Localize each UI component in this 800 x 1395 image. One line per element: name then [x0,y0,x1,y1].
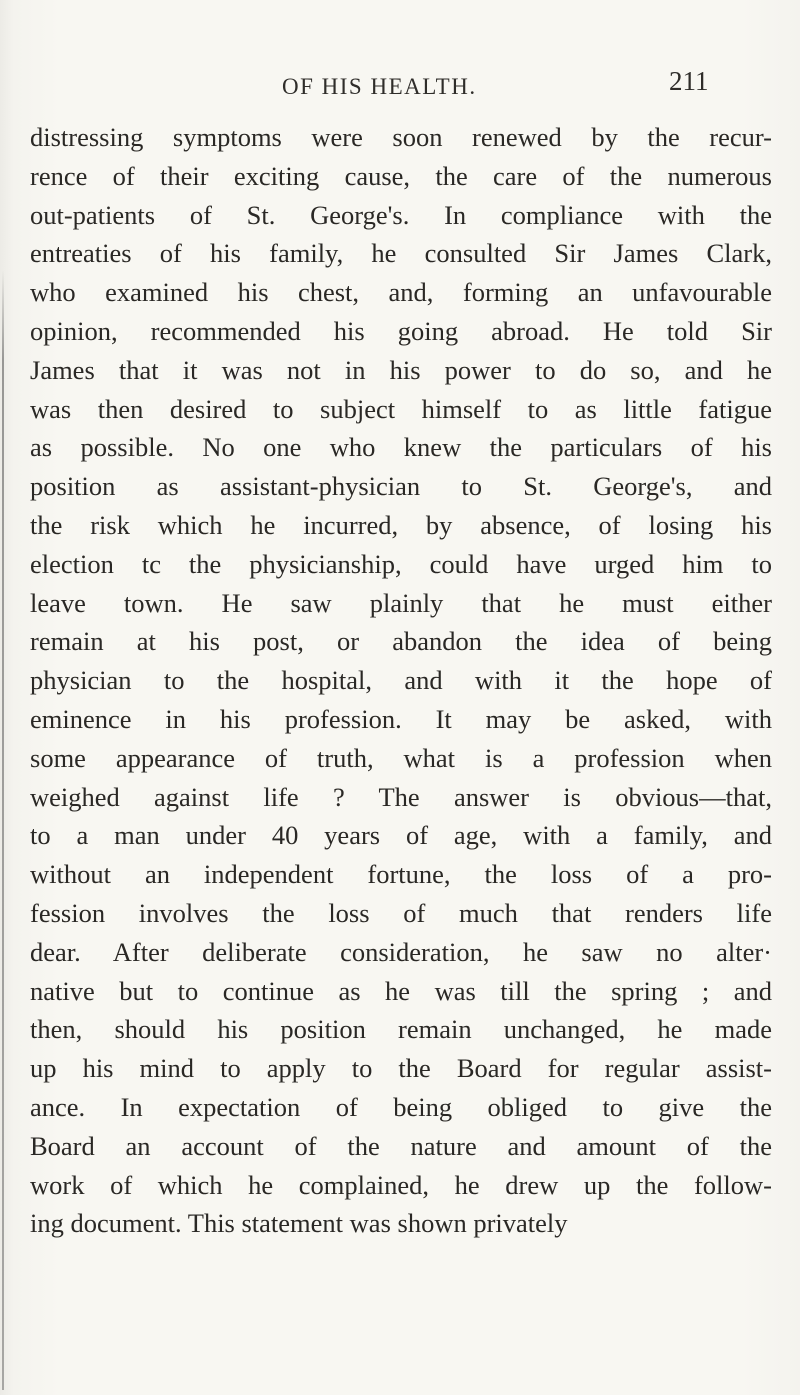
text-line: then, should his position remain unchanged, he made [30,1014,772,1045]
page-number: 211 [669,66,709,96]
text-line: native but to continue as he was till the spring ; and [30,975,772,1006]
text-line: who examined his chest, and, forming an unfavourable [30,277,772,308]
text-line: rence of their exciting cause, the care of the numerous [30,160,772,191]
text-line: out-patients of St. George's. In compliance with the [30,199,772,230]
text-line: to a man under 40 years of age, with a family, and [30,820,772,851]
text-line: was then desired to subject himself to as little fatigue [30,393,772,424]
text-line: ing document. This statement was shown privately [30,1208,568,1239]
text-line: distressing symptoms were soon renewed by the recur- [30,122,772,152]
text-line: James that it was not in his power to do so, and he [30,354,772,385]
text-line: position as assistant-physician to St. George's, and [30,471,772,502]
running-head: OF HIS HEALTH. [282,74,477,99]
text-line: without an independent fortune, the loss of a pro- [30,859,772,890]
text-line: weighed against life ? The answer is obvious—that, [30,781,772,812]
text-line: work of which he complained, he drew up the follow- [30,1169,772,1200]
text-line: opinion, recommended his going abroad. He told Sir [30,315,772,346]
text-line: Board an account of the nature and amount of the [30,1130,772,1161]
text-line: leave town. He saw plainly that he must either [30,587,772,618]
text-line: as possible. No one who knew the particulars of his [30,432,772,463]
text-line: the risk which he incurred, by absence, of losing his [30,509,772,540]
text-line: dear. After deliberate consideration, he saw no alter· [30,936,772,967]
body-text [30,118,772,1243]
binding-shadow [2,270,4,1390]
text-line: eminence in his profession. It may be asked, with [30,703,772,734]
text-line: up his mind to apply to the Board for regular assist- [30,1053,772,1084]
text-line: election tc the physicianship, could have urged him to [30,548,772,579]
text-line: ance. In expectation of being obliged to give the [30,1091,772,1122]
text-line: fession involves the loss of much that renders life [30,897,772,928]
text-line: remain at his post, or abandon the idea of being [30,626,772,657]
text-line: entreaties of his family, he consulted Sir James Clark, [30,238,772,269]
text-line: physician to the hospital, and with it the hope of [30,665,772,696]
text-line: some appearance of truth, what is a profession when [30,742,772,773]
